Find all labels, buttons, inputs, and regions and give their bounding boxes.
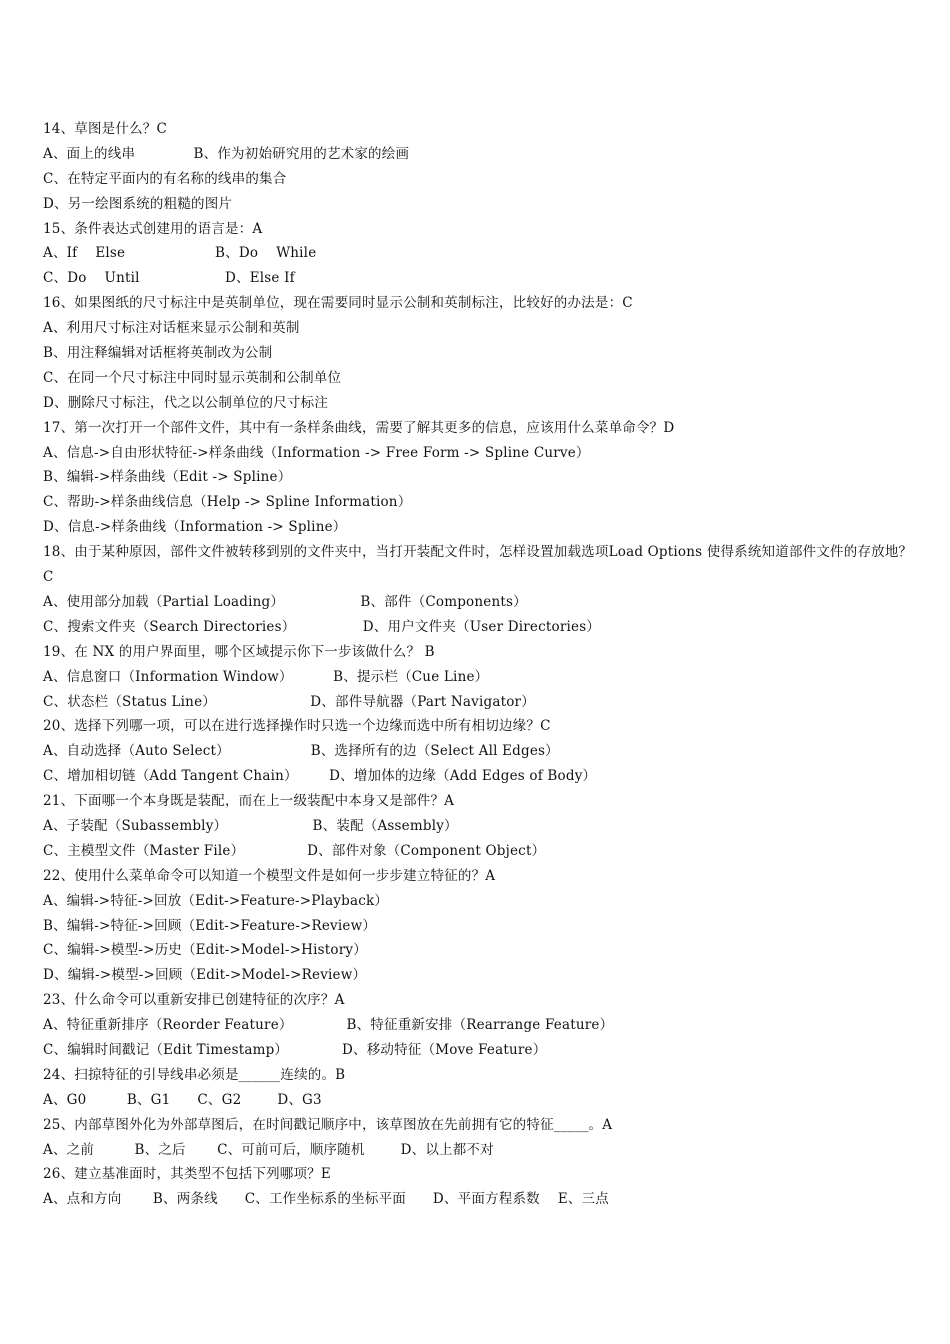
option-line: A、编辑->特征->回放（Edit->Feature->Playback） [43,892,389,909]
option-line: A、If Else B、Do While [43,245,317,262]
option-line: A、信息窗口（Information Window） B、提示栏（Cue Line） [43,668,489,685]
option-line: C、主模型文件（Master File） D、部件对象（Component Object） [43,842,546,859]
option-line: A、面上的线串 B、作为初始研究用的艺术家的绘画 [43,145,410,162]
option-line: C、在同一个尺寸标注中同时显示英制和公制单位 [43,369,342,386]
option-line: A、G0 B、G1 C、G2 D、G3 [43,1091,322,1108]
question-25: 25、内部草图外化为外部草图后，在时间戳记顺序中，该草图放在先前拥有它的特征_____。A [43,1116,613,1133]
option-line: D、删除尺寸标注，代之以公制单位的尺寸标注 [43,394,329,411]
option-line: D、编辑->模型->回顾（Edit->Model->Review） [43,967,367,984]
option-line: A、特征重新排序（Reorder Feature） B、特征重新安排（Rearrange Feature） [43,1017,614,1034]
option-line: B、编辑->特征->回顾（Edit->Feature->Review） [43,917,377,934]
option-line: C、帮助->样条曲线信息（Help -> Spline Information） [43,494,412,511]
option-line: C、编辑->模型->历史（Edit->Model->History） [43,942,367,959]
option-line: B、用注释编辑对话框将英制改为公制 [43,345,273,362]
option-line: C、搜索文件夹（Search Directories） D、用户文件夹（User Directories） [43,618,601,635]
option-line: C、在特定平面内的有名称的线串的集合 [43,170,287,187]
option-line: C、Do Until D、Else If [43,270,295,287]
option-line: C、增加相切链（Add Tangent Chain） D、增加体的边缘（Add Edges of Body） [43,768,597,785]
question-23: 23、什么命令可以重新安排已创建特征的次序？A [43,992,345,1009]
question-21: 21、下面哪一个本身既是装配，而在上一级装配中本身又是部件？A [43,793,455,810]
question-19: 19、在 NX 的用户界面里，哪个区域提示你下一步该做什么？ B [43,643,435,660]
option-line: A、利用尺寸标注对话框来显示公制和英制 [43,320,300,337]
question-20: 20、选择下列哪一项，可以在进行选择操作时只选一个边缘而选中所有相切边缘？C [43,718,551,735]
question-16: 16、如果图纸的尺寸标注中是英制单位，现在需要同时显示公制和英制标注，比较好的办法是：C [43,295,633,312]
question-15: 15、条件表达式创建用的语言是：A [43,220,263,237]
option-line: C、编辑时间戳记（Edit Timestamp） D、移动特征（Move Feature） [43,1041,547,1058]
option-line: A、信息->自由形状特征->样条曲线（Information -> Free Form -> Spline Curve） [43,444,590,461]
question-22: 22、使用什么菜单命令可以知道一个模型文件是如何一步步建立特征的？A [43,867,496,884]
option-line: D、信息->样条曲线（Information -> Spline） [43,519,347,536]
question-14: 14、草图是什么？C [43,121,168,137]
question-24: 24、扫掠特征的引导线串必须是______连续的。B [43,1066,346,1083]
question-list [43,117,913,1212]
option-line: A、使用部分加载（Partial Loading） B、部件（Components） [43,593,527,610]
option-line: A、自动选择（Auto Select） B、选择所有的边（Select All Edges） [43,743,559,760]
option-line: A、点和方向 B、两条线 C、工作坐标系的坐标平面 D、平面方程系数 E、三点 [43,1191,609,1208]
question-26: 26、建立基准面时，其类型不包括下列哪项？E [43,1166,331,1183]
question-18: 18、由于某种原因，部件文件被转移到别的文件夹中，当打开装配文件时，怎样设置加载选项Load Options 使得系统知道部件文件的存放地？C [43,544,913,586]
question-17: 17、第一次打开一个部件文件，其中有一条样条曲线，需要了解其更多的信息，应该用什么菜单命令？D [43,419,675,436]
option-line: C、状态栏（Status Line） D、部件导航器（Part Navigator） [43,693,535,710]
option-line: A、子装配（Subassembly） B、装配（Assembly） [43,817,458,834]
option-line: D、另一绘图系统的粗糙的图片 [43,195,233,212]
option-line: A、之前 B、之后 C、可前可后，顺序随机 D、以上都不对 [43,1141,494,1158]
option-line: B、编辑->样条曲线（Edit -> Spline） [43,469,292,486]
